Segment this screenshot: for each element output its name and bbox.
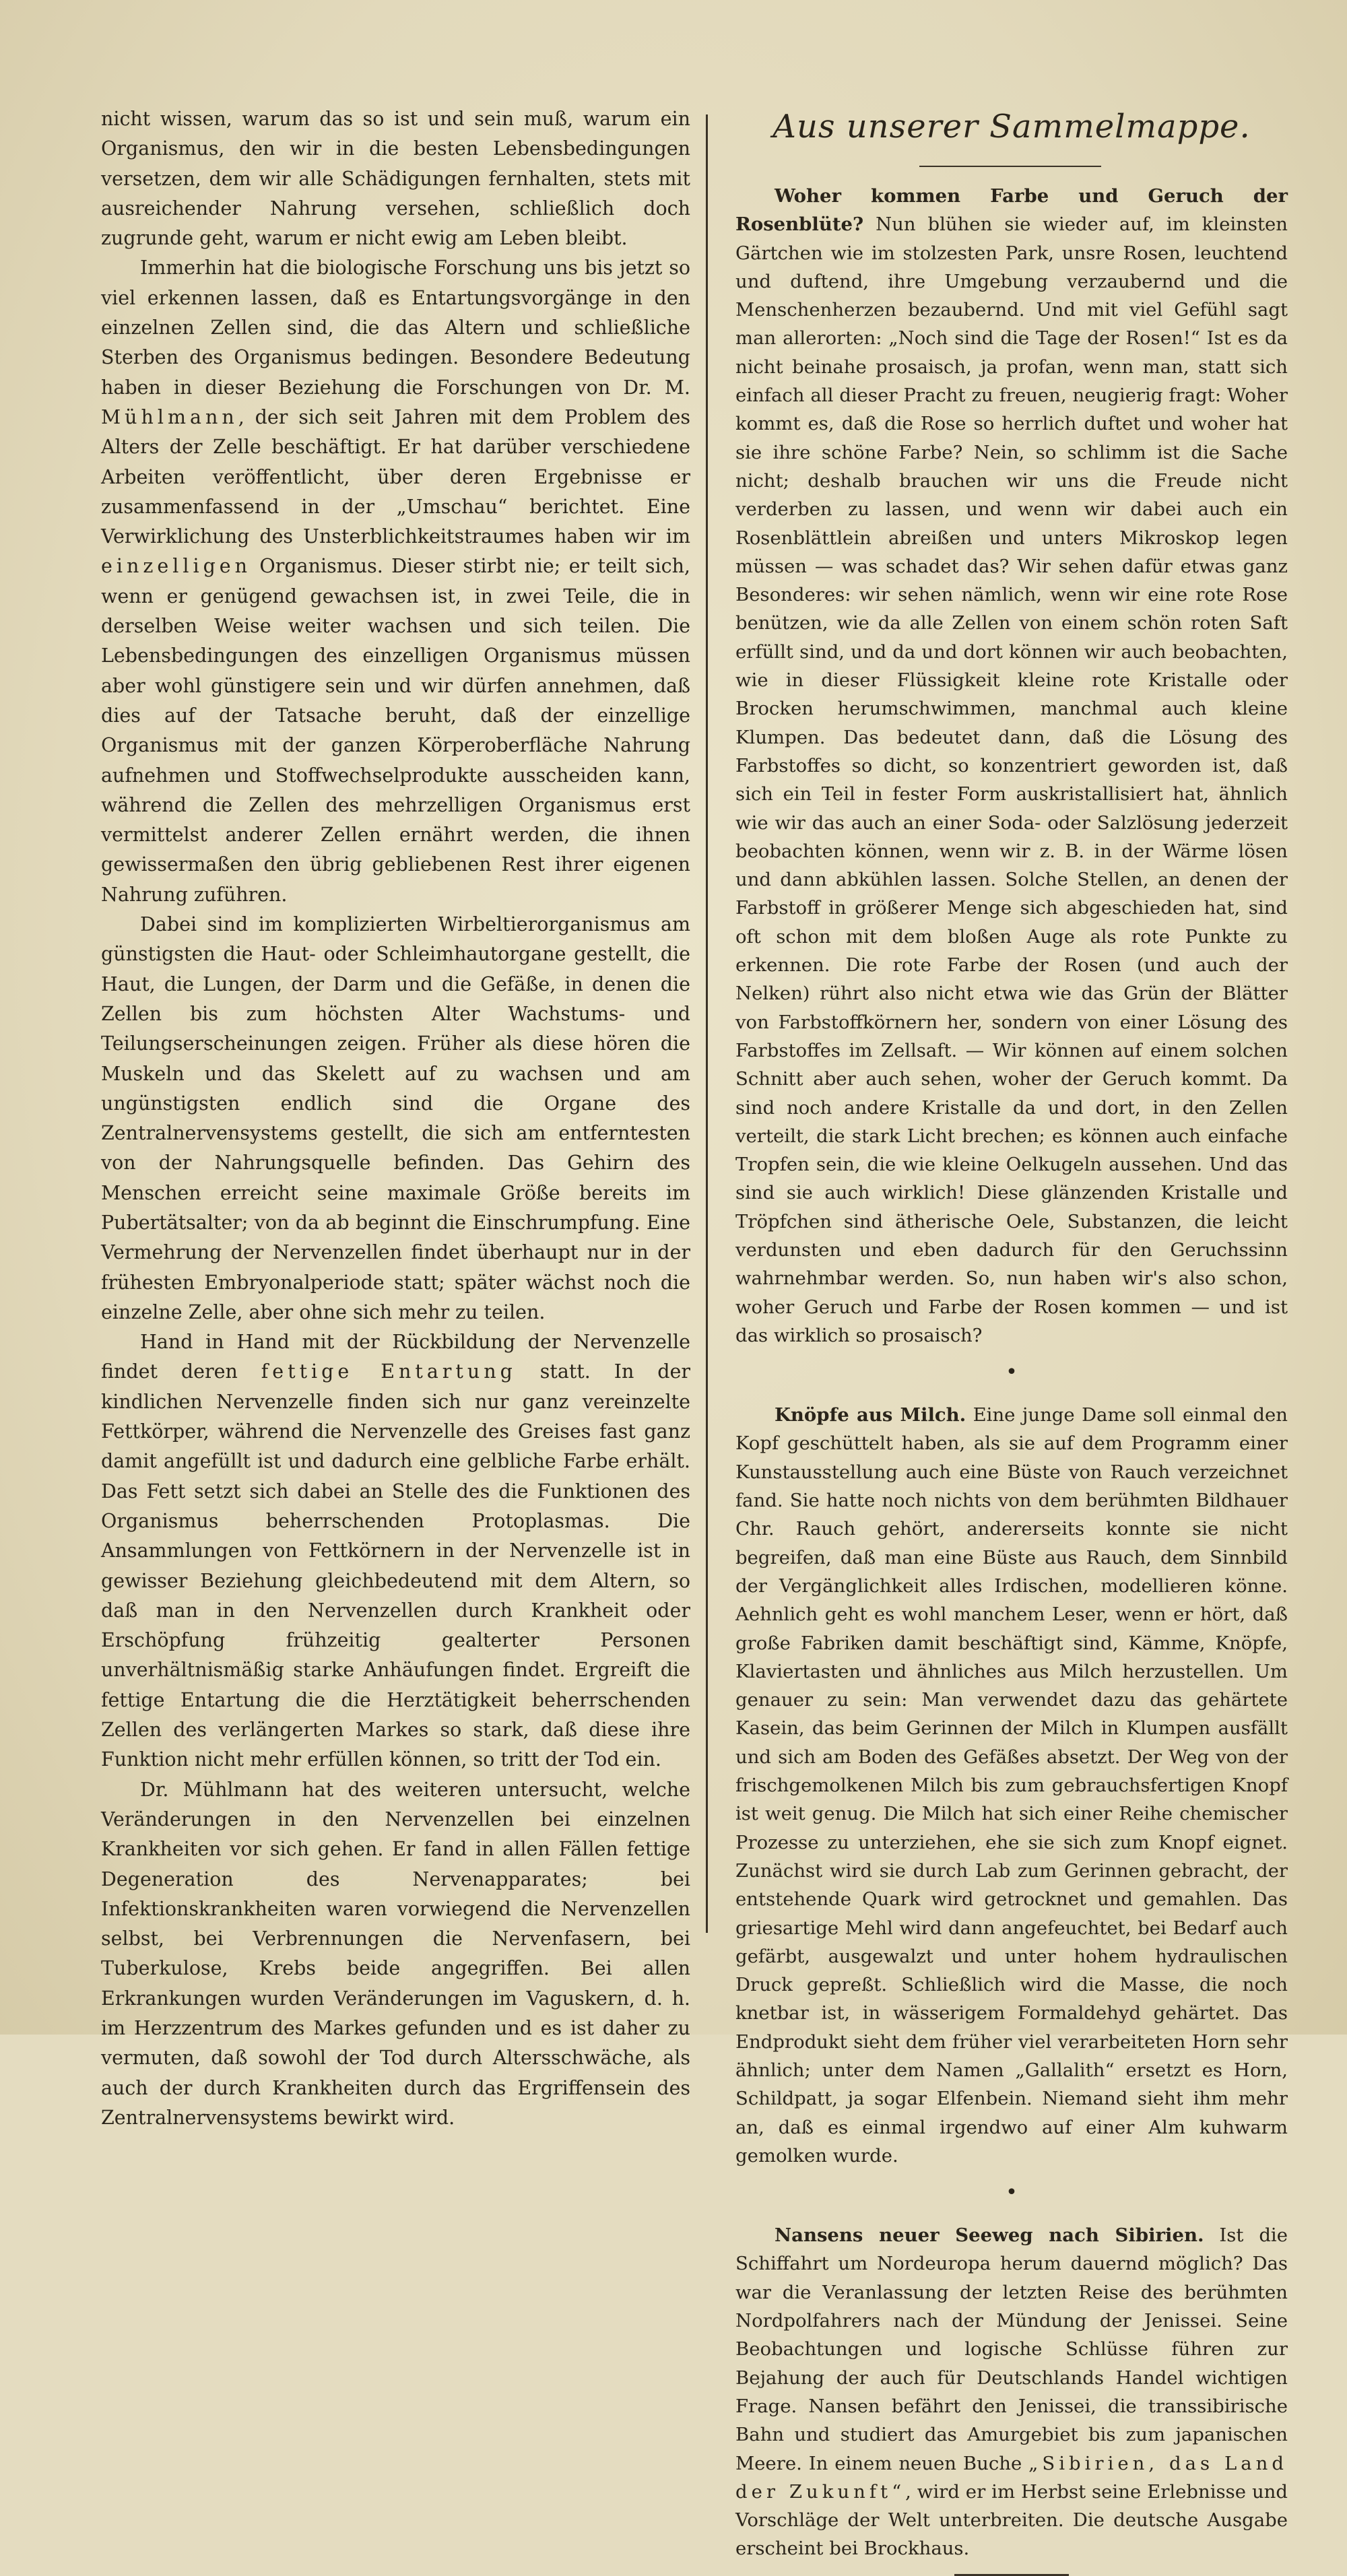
paragraph-5: Dr. Mühlmann hat des weiteren untersucht, welche Veränderungen in den Nervenzellen bei einzelnen Krankheiten vor sich gehen. Er fand in allen Fällen fettige Degeneration des Nervenapparates; bei Infektionskrankheiten waren vorwiegend die Nervenzellen selbst, bei Verbrennungen die Nervenfasern, bei Tuberkulose, Krebs beide angegriffen. Bei allen Erkrankungen wurden Veränderungen im Vaguskern, d. h. im Herzzentrum des Markes gefunden und es ist daher zu vermuten, daß sowohl der Tod durch Altersschwäche, als auch der durch Krankheiten durch das Ergriffensein des Zentralnervensystems bewirkt wird.	[101, 1778, 690, 2129]
article-nansen: Nansens neuer Seeweg nach Sibirien. Ist die Schiffahrt um Nordeuropa herum dauernd möglich? Das war die Veranlassung der letzten Reise des berühmten Nordpolfahrers nach der Mündung der Jenissei. Seine Beobachtungen und logische Schlüsse führen zur Bejahung der auch für Deutschlands Handel wichtigen Frage. Nansen befährt den Jenissei, die transsibirische Bahn und studiert das Amurgebiet bis zum japanischen Meere. In einem neuen Buche „Sibirien, das Land der Zukunft“, wird er im Herbst seine Erlebnisse und Vorschläge der Welt unterbreiten. Die deutsche Ausgabe erscheint bei Brockhaus.	[735, 2224, 1288, 2560]
left-column	[101, 104, 690, 2133]
heading-rule	[919, 166, 1101, 167]
paragraph-1: nicht wissen, warum das so ist und sein muß, warum ein Organismus, den wir in die besten Lebensbedingungen versetzen, dem wir alle Schädigungen fernhalten, stets mit ausreichender Nahrung versehen, schließlich doch zugrunde geht, warum er nicht ewig am Leben bleibt.	[101, 108, 690, 250]
spaced-einzelligen: einzelligen	[101, 555, 252, 578]
book-title: „Sibirien, das Land der Zukunft“	[735, 2452, 1288, 2503]
article-rosenbluete: Woher kommen Farbe und Geruch der Rosenblüte? Nun blühen sie wieder auf, im kleinsten Gärtchen wie im stolzesten Park, unsre Rosen, leuchtend und duftend, ihre Umgebung verzaubernd und die Menschenherzen bezaubernd. Und mit viel Gefühl sagt man allerorten: „Noch sind die Tage der Rosen!“ Ist es da nicht beinahe prosaisch, ja profan, wenn man, statt sich einfach all dieser Pracht zu freuen, neugierig fragt: Woher kommt es, daß die Rose so herrlich duftet und woher hat sie ihre schöne Farbe? Nein, so schlimm ist die Sache nicht; deshalb brauchen wir uns die Freude nicht verderben zu lassen, und wenn wir dabei auch ein Rosenblättlein abreißen und unters Mikroskop legen müssen — was schadet das? Wir sehen dafür etwas ganz Besonderes: wir sehen nämlich, wenn wir eine rote Rose benützen, wie da alle Zellen von einem schön roten Saft erfüllt sind, und da und dort können wir auch beobachten, wie in dieser Flüssigkeit kleine rote Kristalle oder Brocken herumschwimmen, manchmal auch kleine Klumpen. Das bedeutet dann, daß die Lösung des Farbstoffes so dicht, so konzentriert geworden ist, daß sich ein Teil in fester Form auskristallisiert hat, ähnlich wie wir das auch an einer Soda- oder Salzlösung jederzeit beobachten können, wenn wir z. B. in der Wärme lösen und dann abkühlen lassen. Solche Stellen, an denen der Farbstoff in größerer Menge sich abgeschieden hat, sind oft schon mit dem bloßen Auge als rote Punkte zu erkennen. Die rote Farbe der Rosen (und auch der Nelken) rührt also nicht etwa wie das Grün der Blätter von Farbstoffkörnern her, sondern von einer Lösung des Farbstoffes im Zellsaft. — Wir können auf einem solchen Schnitt aber auch sehen, woher der Geruch kommt. Da sind noch andere Kristalle da und dort, in den Zellen verteilt, die stark Licht brechen; es können auch einfache Tropfen sein, die wie kleine Oelkugeln aussehen. Und das sind sie auch wirklich! Diese glänzenden Kristalle und Tröpfchen sind ätherische Oele, Substanzen, die leicht verdunsten und eben dadurch für den Geruchssinn wahrnehmbar werden. So, nun haben wir's also schon, woher Geruch und Farbe der Rosen kommen — und ist das wirklich so prosaisch?	[735, 185, 1288, 1346]
paragraph-4: Hand in Hand mit der Rückbildung der Nervenzelle findet deren fettige Entartung statt. In der kindlichen Nervenzelle finden sich nur ganz vereinzelte Fettkörper, während die Nervenzelle des Greises fast ganz damit angefüllt ist und dadurch eine gelbliche Farbe erhält. Das Fett setzt sich dabei an Stelle des die Funktionen des Organismus beherrschenden Protoplasmas. Die Ansammlungen von Fettkörnern in der Nervenzelle ist in gewisser Beziehung gleichbedeutend mit dem Altern, so daß man in den Nervenzellen durch Krankheit oder Erschöpfung frühzeitig gealterter Personen unverhältnismäßig starke Anhäufungen findet. Ergreift die fettige Entartung die die Herztätigkeit beherrschenden Zellen des verlängerten Markes so stark, daß diese ihre Funktion nicht mehr erfüllen können, so tritt der Tod ein.	[101, 1331, 690, 1771]
article-title-knoepfe: Knöpfe aus Milch.	[775, 1404, 966, 1426]
column-divider	[706, 114, 708, 1933]
article-title-nansen: Nansens neuer Seeweg nach Sibirien.	[775, 2224, 1204, 2247]
article-knoepfe: Knöpfe aus Milch. Eine junge Dame soll einmal den Kopf geschüttelt haben, als sie auf dem Programm einer Kunstausstellung auch eine Büste von Rauch verzeichnet fand. Sie hatte noch nichts von dem berühmten Bildhauer Chr. Rauch gehört, andererseits konnte sie nicht begreifen, daß man eine Büste aus Rauch, dem Sinnbild der Vergänglichkeit alles Irdischen, modellieren könne. Aehnlich geht es wohl manchem Leser, wenn er hört, daß große Fabriken damit beschäftigt sind, Kämme, Knöpfe, Klaviertasten und ähnliches aus Milch herzustellen. Um genauer zu sein: Man verwendet dazu das gehärtete Kasein, das beim Gerinnen der Milch in Klumpen ausfällt und sich am Boden des Gefäßes absetzt. Der Weg von der frischgemolkenen Milch bis zum gebrauchsfertigen Knopf ist weit genug. Die Milch hat sich einer Reihe chemischer Prozesse zu unterziehen, ehe sie sich zum Knopf eignet. Zunächst wird sie durch Lab zum Gerinnen gebracht, der entstehende Quark wird getrocknet und gemahlen. Das griesartige Mehl wird dann angefeuchtet, bei Bedarf auch gefärbt, ausgewalzt und unter hohem hydraulischen Druck gepreßt. Schließlich wird die Masse, die noch knetbar ist, in wässerigem Formaldehyd gehärtet. Das Endprodukt sieht dem früher viel verarbeiteten Horn sehr ähnlich; unter dem Namen „Gallalith“ ersetzt es Horn, Schildpatt, ja sogar Elfenbein. Niemand sieht ihm mehr an, daß es einmal irgendwo auf einer Alm kuhwarm gemolken wurde.	[735, 1404, 1288, 2167]
article-title-rosenbluete: Woher kommen Farbe und Geruch der Rosenblüte?	[735, 185, 1288, 236]
paragraph-2: Immerhin hat die biologische Forschung uns bis jetzt so viel erkennen lassen, daß es Entartungsvorgänge in den einzelnen Zellen sind, die das Altern und schließliche Sterben des Organismus bedingen. Besondere Bedeutung haben in dieser Beziehung die Forschungen von Dr. M. Mühlmann, der sich seit Jahren mit dem Problem des Alters der Zelle beschäftigt. Er hat darüber verschiedene Arbeiten veröffentlicht, über deren Ergebnisse er zusammenfassend in der „Umschau“ berichtet. Eine Verwirklichung des Unsterblichkeitstraumes haben wir im einzelligen Organismus. Dieser stirbt nie; er teilt sich, wenn er genügend gewachsen ist, in zwei Teile, die in derselben Weise weiter wachsen und sich teilen. Die Lebensbedingungen des einzelligen Organismus müssen aber wohl günstigere sein und wir dürfen annehmen, daß dies auf der Tatsache beruht, daß der einzellige Organismus mit der ganzen Körperoberfläche Nahrung aufnehmen und Stoffwechselprodukte ausscheiden kann, während die Zellen des mehrzelligen Organismus erst vermittelst anderer Zellen ernährt werden, die ihnen gewissermaßen den übrig gebliebenen Rest ihrer eigenen Nahrung zuführen.	[101, 257, 690, 906]
section-heading: Aus unserer Sammelmappe.	[773, 108, 1251, 145]
name-muehlmann: Mühlmann	[101, 405, 238, 428]
separator-dot: •	[1006, 1360, 1018, 1385]
right-column	[735, 182, 1288, 2576]
paragraph-3: Dabei sind im komplizierten Wirbeltierorganismus am günstigsten die Haut- oder Schleimhautorgane gestellt, die Haut, die Lungen, der Darm und die Gefäße, in denen die Zellen bis zum höchsten Alter Wachstums- und Teilungserscheinungen zeigen. Früher als diese hören die Muskeln und das Skelett auf zu wachsen und am ungünstigsten endlich sind die Organe des Zentralnervensystems gestellt, die sich am entferntesten von der Nahrungsquelle befinden. Das Gehirn des Menschen erreicht seine maximale Größe bereits im Pubertätsalter; von da ab beginnt die Einschrumpfung. Eine Vermehrung der Nervenzellen findet überhaupt nur in der frühesten Embryonalperiode statt; später wächst noch die einzelne Zelle, aber ohne sich mehr zu teilen.	[101, 913, 690, 1323]
separator-dot: •	[1006, 2181, 1018, 2205]
end-rule	[954, 2574, 1069, 2576]
spaced-fettige-entartung: fettige Entartung	[261, 1360, 517, 1383]
